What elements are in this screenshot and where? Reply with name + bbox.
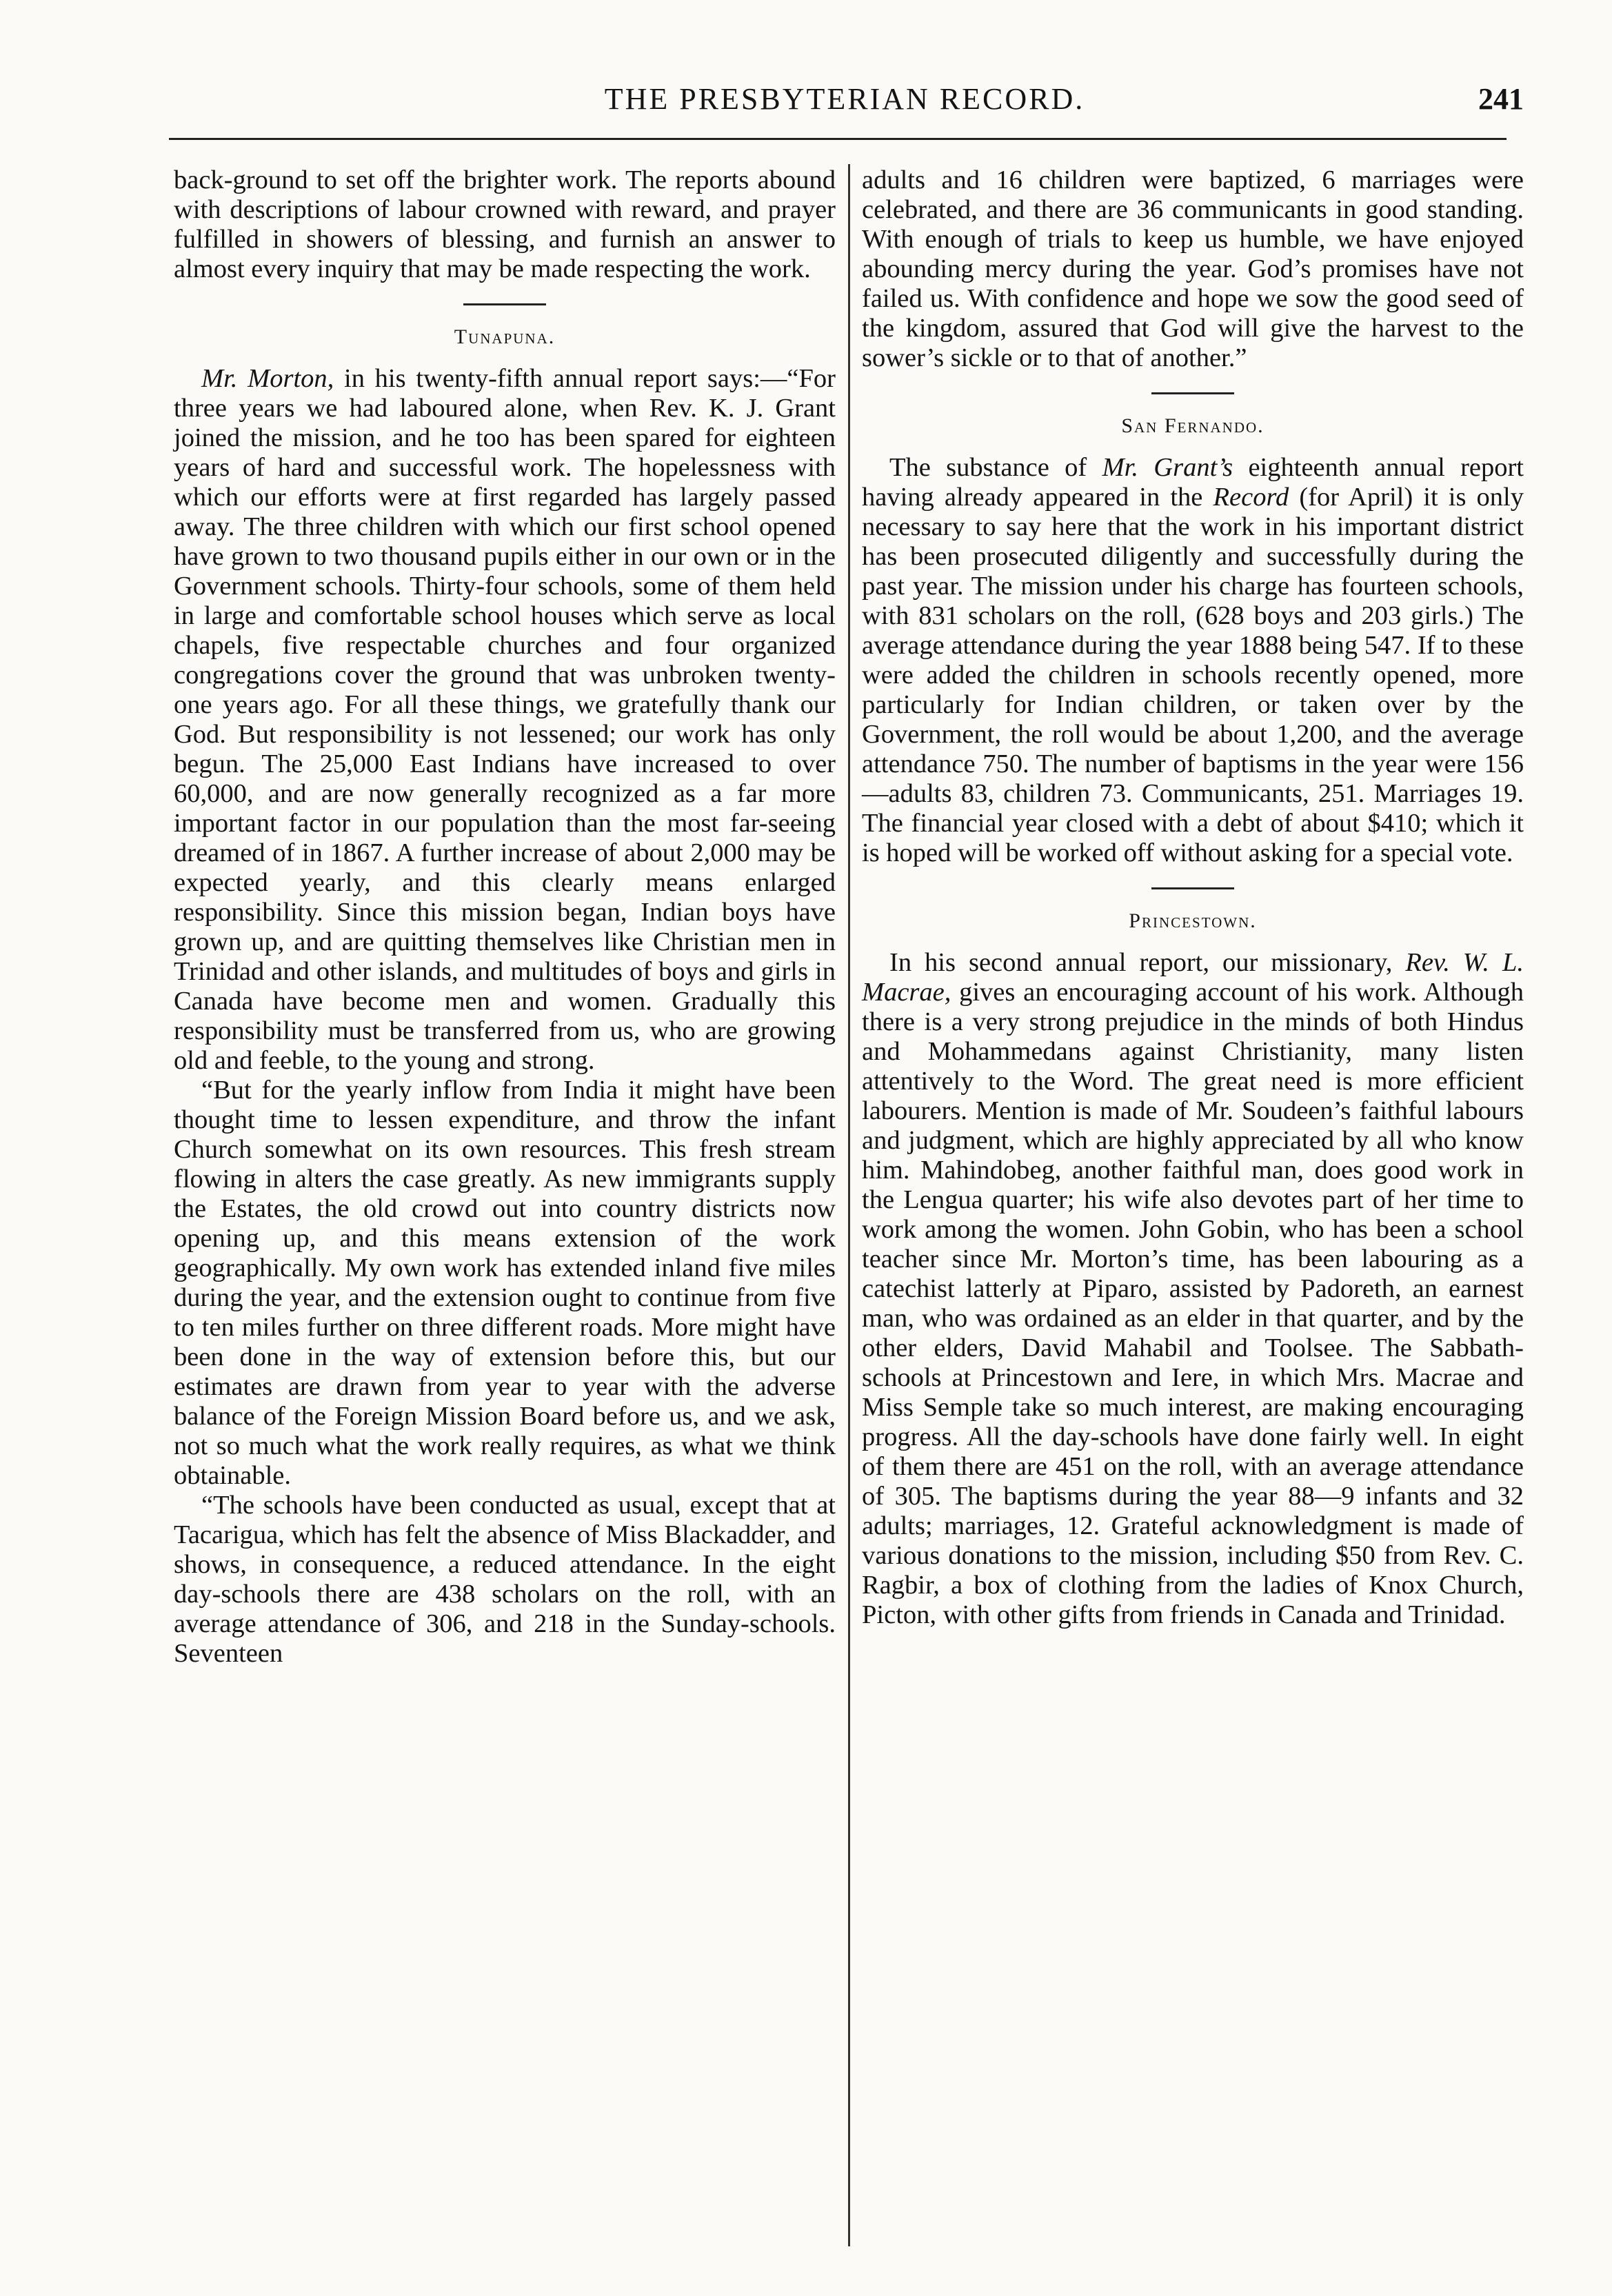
header-rule	[169, 138, 1507, 140]
section-heading-tunapuna: Tunapuna.	[454, 325, 556, 348]
text-run: gives an encouraging account of his work. Although there is a very strong prejudice in the minds of both Hindus and Mohammedans against Christianity, many listen attentively to the Word. The great need is more efficient labourers. Mention is made of Mr. Soudeen’s faithful labours and judgment, which are highly appreciated by all who know him. Mahindobeg, another faithful man, does good work in the Lengua quarter; his wife also devotes part of her time to work among the women. John Gobin, who has been a school teacher since Mr. Morton’s time, has been labouring as a catechist latterly at Piparo, assisted by Padoreth, an earnest man, who was ordained as an elder in that quarter, and by the other elders, David Mahabil and Toolsee. The Sabbath-schools at Princestown and Iere, in which Mrs. Macrae and Miss Semple take so much interest, are making encouraging progress. All the day-schools have done fairly well. In eight of them there are 451 on the roll, with an average attendance of 305. The baptisms during the year 88—9 infants and 32 adults; marriages, 12. Grateful acknowledgment is made of various donations to the mission, including $50 from Rev. C. Ragbir, a box of clothing from the ladies of Knox Church, Picton, with other gifts from friends in Canada and Trinidad.	[862, 978, 1524, 1629]
paragraph: “The schools have been conducted as usual, except that at Tacarigua, which has felt the absence of Miss Blackadder, and shows, in consequence, a reduced attendance. In the eight day-schools there are 438 scholars on the roll, with an average attendance of 306, and 218 in the Sunday-schools. Seventeen	[174, 1491, 836, 1668]
section-rule	[463, 303, 546, 305]
section-rule	[1151, 392, 1234, 394]
text-run: eighteenth annual report having already appeared in the	[862, 453, 1524, 512]
left-column	[174, 165, 836, 1669]
section-rule	[1151, 887, 1234, 889]
paragraph	[862, 453, 1524, 868]
text-run: (for April) it is only necessary to say here that the work in his important district has been prosecuted diligently and successfully during the past year. The mission under his charge has fourteen schools, with 831 scholars on the roll, (628 boys and 203 girls.) The average attendance during the year 1888 being 547. If to these were added the children in schools recently opened, more particularly for Indian children, or taken over by the Government, the roll would be about 1,200, and the average attendance 750. The number of baptisms in the year were 156—adults 83, children 73. Communicants, 251. Marriages 19. The financial year closed with a debt of about $410; which it is hoped will be worked off without asking for a special vote.	[862, 483, 1524, 867]
page-header	[165, 81, 1524, 130]
missionary-name: Mr. Grant’s	[1102, 453, 1233, 482]
paragraph: adults and 16 children were baptized, 6 marriages were celebrated, and there are 36 communicants in good standing. With enough of trials to keep us humble, we have enjoyed abounding mercy during the year. God’s promises have not failed us. With confidence and hope we sow the good seed of the kingdom, assured that God will give the harvest to the sower’s sickle or to that of another.”	[862, 165, 1524, 372]
section-heading-san-fernando: San Fernando.	[1121, 414, 1265, 437]
paragraph: “But for the yearly inflow from India it might have been thought time to lessen expenditure, and throw the infant Church somewhat on its own resources. This fresh stream flowing in alters the case greatly. As new immigrants supply the Estates, the old crowd out into country districts now opening up, and this means extension of the work geographically. My own work has extended inland five miles during the year, and the extension ought to continue from five to ten miles further on three different roads. More might have been done in the way of extension before this, but our estimates are drawn from year to year with the adverse balance of the Foreign Mission Board before us, and we ask, not so much what the work really requires, as what we think obtainable.	[174, 1076, 836, 1490]
right-column	[862, 165, 1524, 1630]
paragraph	[174, 364, 836, 1076]
column-divider	[848, 164, 850, 2246]
publication-name: Record	[1213, 483, 1289, 512]
paragraph-text: in his twenty-fifth annual report says:—“For three years we had laboured alone, when Rev. K. J. Grant joined the mission, and he too has been spared for eighteen years of hard and successful work. The hopelessness with which our efforts were at first regarded has largely passed away. The three children with which our first school opened have grown to two thousand pupils either in our own or in the Government schools. Thirty-four schools, some of them held in large and comfortable school houses which serve as local chapels, five respectable churches and four organized congregations cover the ground that was unbroken twenty-one years ago. For all these things, we gratefully thank our God. But responsibility is not lessened; our work has only begun. The 25,000 East Indians have increased to over 60,000, and are now generally recognized as a far more important factor in our population than the most far-seeing dreamed of in 1867. A further increase of about 2,000 may be expected yearly, and this clearly means enlarged responsibility. Since this mission began, Indian boys have grown up, and are quitting themselves like Christian men in Trinidad and other islands, and multitudes of boys and girls in Canada have become men and women. Gradually this responsibility must be transferred from us, who are growing old and feeble, to the young and strong.	[174, 364, 836, 1075]
text-run: In his second annual report, our missionary,	[889, 948, 1406, 977]
page-number: 241	[1478, 82, 1524, 116]
text-run: The substance of	[889, 453, 1102, 482]
paragraph: back-ground to set off the brighter work. The reports abound with descriptions of labour crowned with reward, and prayer fulfilled in showers of blessing, and furnish an answer to almost every inquiry that may be made respecting the work.	[174, 165, 836, 283]
section-heading-princestown: Princestown.	[1129, 909, 1257, 932]
missionary-name: Rev. W. L. Macrae,	[862, 948, 1524, 1007]
running-head: THE PRESBYTERIAN RECORD.	[604, 82, 1085, 116]
paragraph	[862, 948, 1524, 1630]
missionary-name: Mr. Morton,	[201, 364, 334, 393]
